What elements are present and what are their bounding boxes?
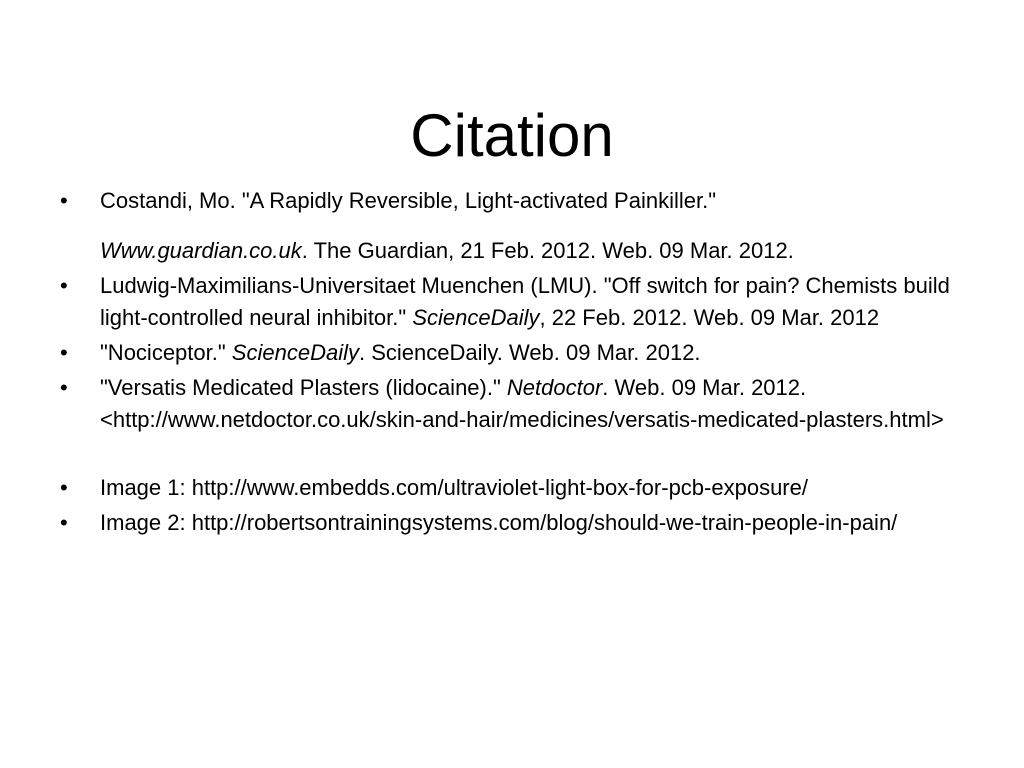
citation-source: ScienceDaily: [412, 305, 540, 330]
citation-source: ScienceDaily: [231, 340, 359, 365]
citation-item: [100, 372, 980, 436]
citation-details: . ScienceDaily. Web. 09 Mar. 2012.: [358, 340, 701, 365]
image-credit-text: Image 2: http://robertsontrainingsystems.com/blog/should-we-train-people-in-pain/: [100, 510, 898, 535]
citation-list: [100, 185, 980, 539]
citation-item: [100, 337, 980, 369]
citation-source: Www.guardian.co.uk: [100, 238, 302, 263]
image-credit-item: [100, 507, 980, 539]
citation-details: . Web. 09 Mar. 2012. <http://www.netdoctor.co.uk/skin-and-hair/medicines/versatis-medicated-plasters.html>: [100, 375, 944, 432]
citation-text: "Nociceptor.": [100, 340, 232, 365]
image-credit-item: [100, 472, 980, 504]
citation-text: Ludwig-Maximilians-Universitaet Muenchen (LMU). "Off switch for pain? Chemists build light-controlled neural inhibitor.": [100, 273, 950, 330]
citation-details: , 22 Feb. 2012. Web. 09 Mar. 2012: [539, 305, 880, 330]
citation-continuation: [100, 235, 980, 267]
citation-item: [100, 270, 980, 334]
citation-source: Netdoctor: [506, 375, 603, 400]
citation-text: Costandi, Mo. "A Rapidly Reversible, Light-activated Painkiller.": [100, 188, 717, 213]
image-credit-text: Image 1: http://www.embedds.com/ultraviolet-light-box-for-pcb-exposure/: [100, 475, 808, 500]
citation-text: "Versatis Medicated Plasters (lidocaine).": [100, 375, 507, 400]
slide-title: Citation: [410, 102, 614, 170]
citation-item: [100, 185, 980, 267]
citation-details: . The Guardian, 21 Feb. 2012. Web. 09 Mar. 2012.: [301, 238, 794, 263]
